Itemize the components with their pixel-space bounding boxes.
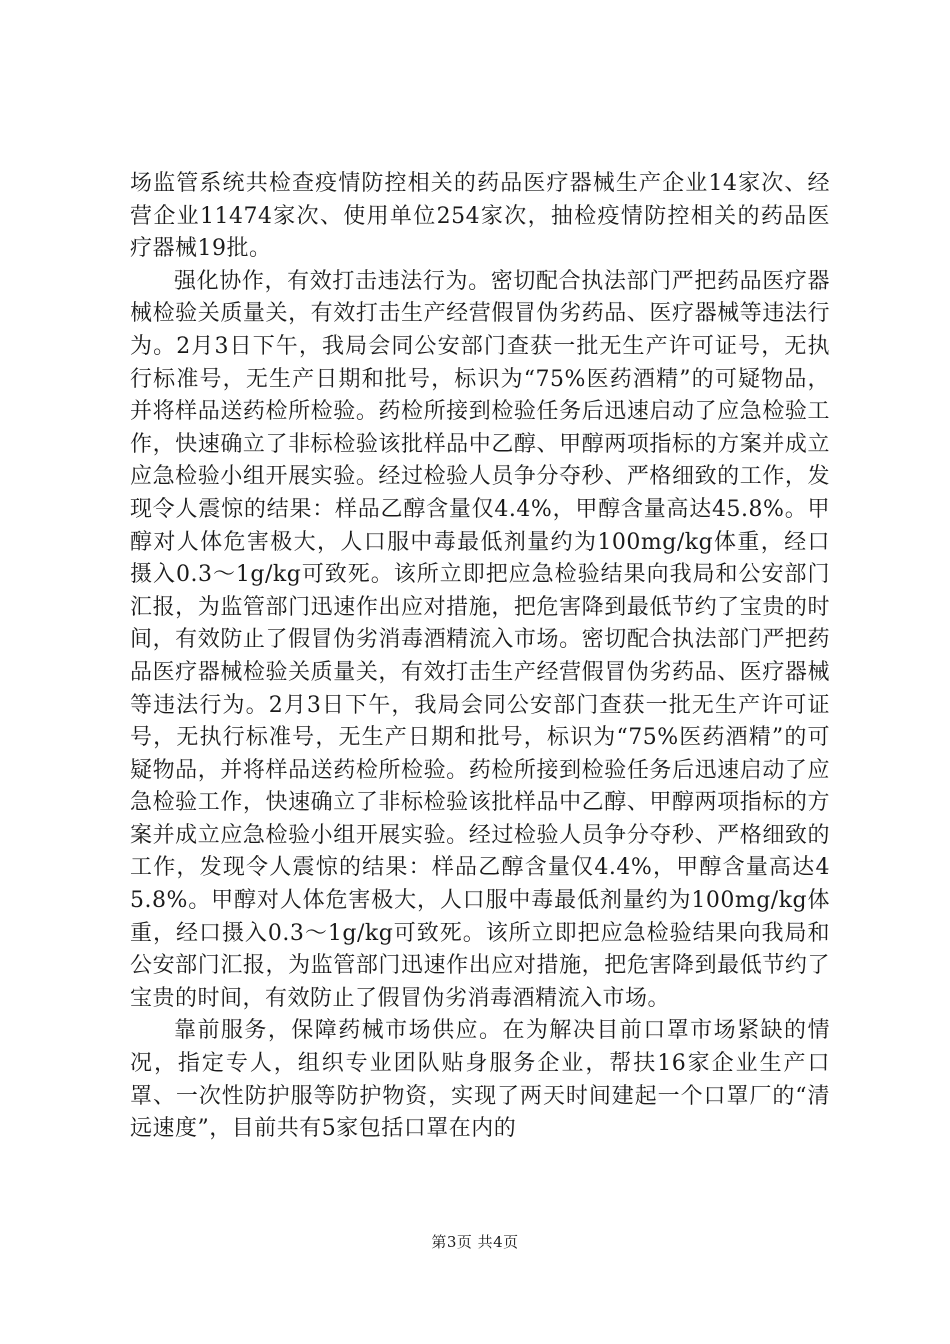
page-number-label: 第3页 共4页 bbox=[431, 1233, 519, 1251]
paragraph-supply-service: 靠前服务，保障药械市场供应。在为解决目前口罩市场紧缺的情况，指定专人，组织专业团队贴身服务企业，帮扶16家企业生产口罩、一次性防护服等防护物资，实现了两天时间建起一个口罩厂的“清远速度”，目前共有5家包括口罩在内的 bbox=[130, 1018, 830, 1142]
document-body bbox=[130, 168, 830, 1146]
paragraph-enforcement: 强化协作，有效打击违法行为。密切配合执法部门严把药品医疗器械检验关质量关，有效打击生产经营假冒伪劣药品、医疗器械等违法行为。2月3日下午，我局会同公安部门查获一批无生产许可证号，无执行标准号，无生产日期和批号，标识为“75%医药酒精”的可疑物品，并将样品送药检所检验。药检所接到检验任务后迅速启动了应急检验工作，快速确立了非标检验该批样品中乙醇、甲醇两项指标的方案并成立应急检验小组开展实验。经过检验人员争分夺秒、严格细致的工作，发现令人震惊的结果：样品乙醇含量仅4.4%，甲醇含量高达45.8%。甲醇对人体危害极大，人口服中毒最低剂量约为100mg/kg体重，经口摄入0.3～1g/kg可致死。该所立即把应急检验结果向我局和公安部门汇报，为监管部门迅速作出应对措施，把危害降到最低节约了宝贵的时间，有效防止了假冒伪劣消毒酒精流入市场。密切配合执法部门严把药品医疗器械检验关质量关，有效打击生产经营假冒伪劣药品、医疗器械等违法行为。2月3日下午，我局会同公安部门查获一批无生产许可证号，无执行标准号，无生产日期和批号，标识为“75%医药酒精”的可疑物品，并将样品送药检所检验。药检所接到检验任务后迅速启动了应急检验工作，快速确立了非标检验该批样品中乙醇、甲醇两项指标的方案并成立应急检验小组开展实验。经过检验人员争分夺秒、严格细致的工作，发现令人震惊的结果：样品乙醇含量仅4.4%，甲醇含量高达45.8%。甲醇对人体危害极大，人口服中毒最低剂量约为100mg/kg体重，经口摄入0.3～1g/kg可致死。该所立即把应急检验结果向我局和公安部门汇报，为监管部门迅速作出应对措施，把危害降到最低节约了宝贵的时间，有效防止了假冒伪劣消毒酒精流入市场。 bbox=[130, 268, 830, 1011]
paragraph-continuation: 场监管系统共检查疫情防控相关的药品医疗器械生产企业14家次、经营企业11474家次、使用单位254家次，抽检疫情防控相关的药品医疗器械19批。 bbox=[130, 171, 830, 262]
page-footer bbox=[0, 1232, 950, 1252]
